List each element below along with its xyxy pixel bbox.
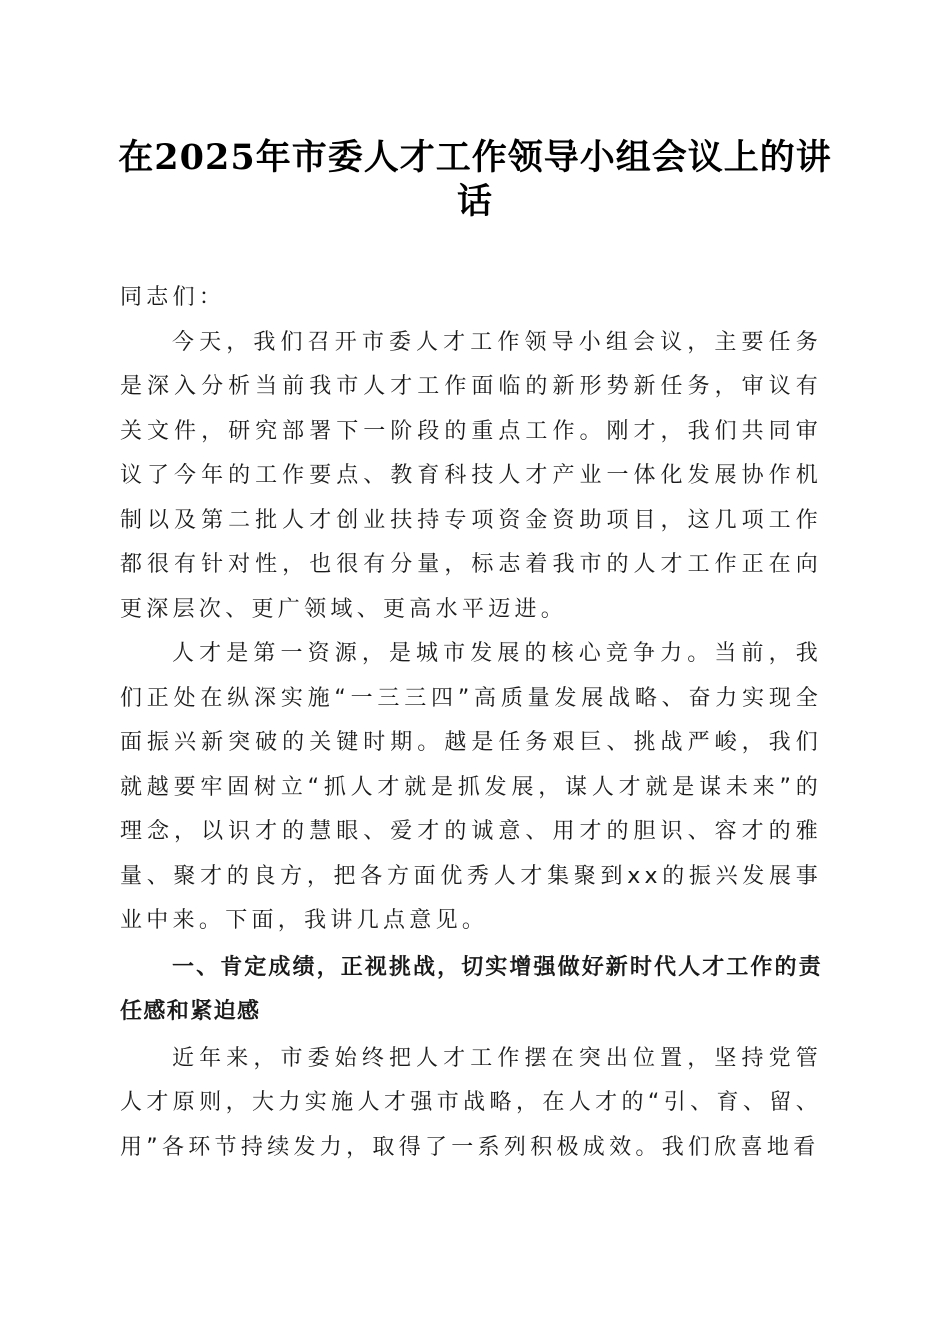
document-body	[120, 276, 822, 1170]
paragraph-section-1: 近年来，市委始终把人才工作摆在突出位置，坚持党管人才原则，大力实施人才强市战略，在人才的“引、育、留、用”各环节持续发力，取得了一系列积极成效。我们欣喜地看	[120, 1045, 822, 1160]
section-heading-1: 一、肯定成绩，正视挑战，切实增强做好新时代人才工作的责任感和紧迫感	[120, 954, 822, 1024]
document-title: 在2025年市委人才工作领导小组会议上的讲话	[118, 137, 832, 222]
salutation: 同志们：	[120, 285, 226, 310]
paragraph-opening: 今天，我们召开市委人才工作领导小组会议，主要任务是深入分析当前我市人才工作面临的新形势新任务，审议有关文件，研究部署下一阶段的重点工作。刚才，我们共同审议了今年的工作要点、教育科技人才产业一体化发展协作机制以及第二批人才创业扶持专项资金资助项目，这几项工作都很有针对性，也很有分量，标志着我市的人才工作正在向更深层次、更广领域、更高水平迈进。	[120, 329, 822, 622]
paragraph-talent-importance: 人才是第一资源，是城市发展的核心竞争力。当前，我们正处在纵深实施“一三三四”高质量发展战略、奋力实现全面振兴新突破的关键时期。越是任务艰巨、挑战严峻，我们就越要牢固树立“抓人才就是抓发展，谋人才就是谋未来”的理念，以识才的慧眼、爱才的诚意、用才的胆识、容才的雅量、聚才的良方，把各方面优秀人才集聚到xx的振兴发展事业中来。下面，我讲几点意见。	[120, 641, 822, 933]
